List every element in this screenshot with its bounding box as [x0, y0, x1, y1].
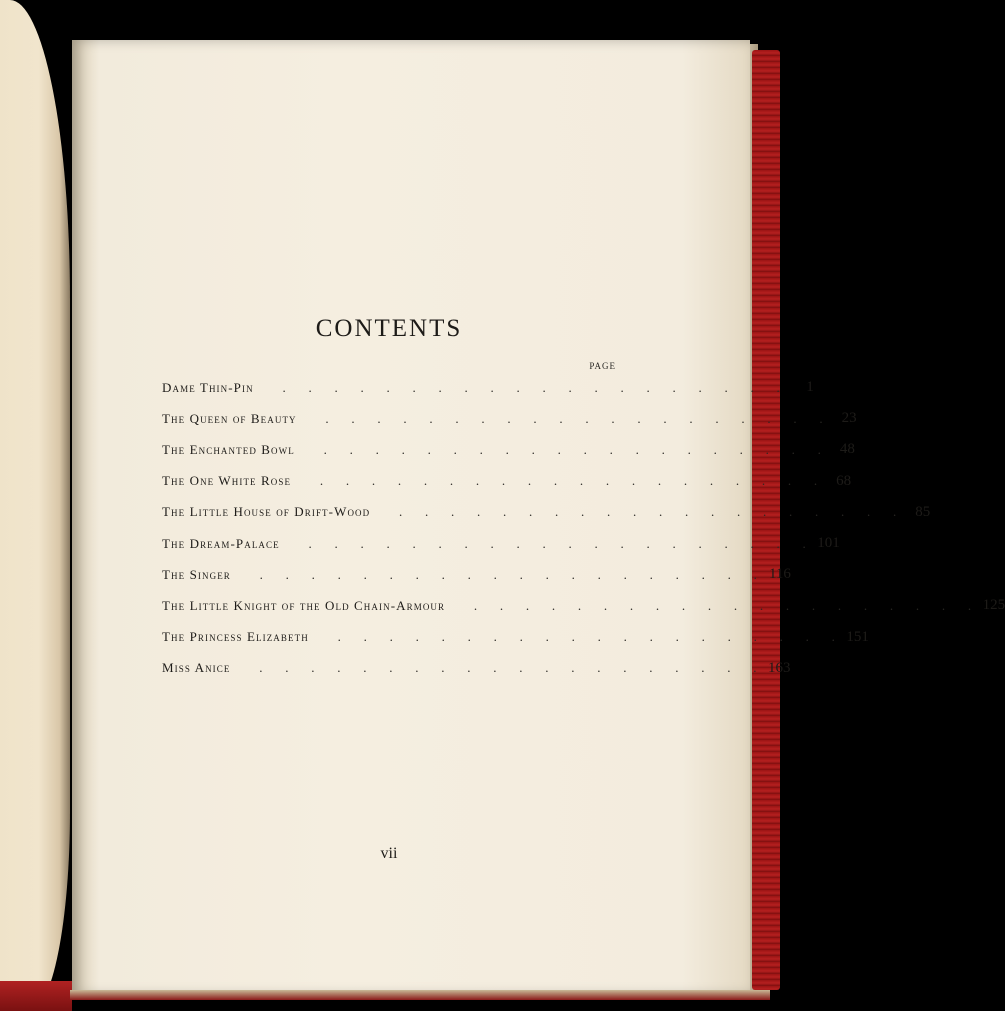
table-of-contents: [162, 372, 1005, 684]
toc-entry-page: 68: [836, 472, 852, 489]
toc-entry-page: 48: [839, 441, 855, 458]
leader-dots: . . . . . . . . . . . . . . . . . . . .: [259, 379, 780, 395]
leader-dots: . . . . . . . . . . . . . . . . . . . .: [297, 473, 818, 489]
leader-dots: . . . . . . . . . . . . . . . . . . . .: [376, 504, 897, 520]
page-column-label: PAGE: [589, 361, 616, 371]
toc-entry-title: The Singer: [162, 566, 231, 582]
toc-entry-page: 101: [817, 535, 840, 552]
leader-dots: . . . . . . . . . . . . . . . . . . . .: [314, 629, 835, 645]
toc-entry: [162, 497, 931, 528]
page-number: vii: [380, 845, 398, 862]
toc-entry-page: 163: [768, 659, 791, 676]
toc-entry-page: 1: [806, 379, 814, 396]
toc-entry-title: Miss Anice: [162, 660, 231, 676]
toc-entry-title: The Dream-Palace: [162, 535, 280, 551]
toc-entry: [162, 590, 1005, 621]
toc-entry: [162, 372, 814, 403]
toc-entry: [162, 403, 857, 434]
toc-entry-page: 23: [841, 410, 857, 427]
toc-entry: [162, 622, 869, 653]
toc-entry: [162, 653, 791, 684]
toc-entry-page: 85: [915, 503, 931, 520]
facing-page-cover-edge: [0, 981, 72, 1011]
leader-dots: . . . . . . . . . . . . . . . . . . . .: [302, 410, 823, 426]
leader-dots: . . . . . . . . . . . . . . . . . . . .: [236, 660, 757, 676]
toc-entry: [162, 466, 852, 497]
toc-entry-title: The Enchanted Bowl: [162, 441, 295, 457]
toc-entry-title: The Little Knight of the Old Chain-Armour: [162, 597, 446, 613]
toc-entry-page: 125: [982, 597, 1005, 614]
toc-entry-page: 116: [768, 566, 791, 583]
toc-entry: [162, 434, 855, 465]
leader-dots: . . . . . . . . . . . . . . . . . . . .: [300, 441, 821, 457]
leader-dots: . . . . . . . . . . . . . . . . . . . .: [451, 597, 972, 613]
toc-entry-title: The One White Rose: [162, 473, 292, 489]
leader-dots: . . . . . . . . . . . . . . . . . . . .: [285, 535, 806, 551]
leader-dots: . . . . . . . . . . . . . . . . . . . .: [236, 566, 757, 582]
toc-entry-title: Dame Thin-Pin: [162, 379, 254, 395]
page-bottom-edge: [70, 990, 770, 1000]
toc-entry-title: The Princess Elizabeth: [162, 629, 309, 645]
page-title: CONTENTS: [315, 315, 463, 342]
toc-entry-page: 151: [846, 628, 869, 645]
toc-entry-title: The Little House of Drift-Wood: [162, 504, 371, 520]
toc-entry-title: The Queen of Beauty: [162, 410, 297, 426]
toc-entry: [162, 559, 791, 590]
toc-entry: [162, 528, 840, 559]
